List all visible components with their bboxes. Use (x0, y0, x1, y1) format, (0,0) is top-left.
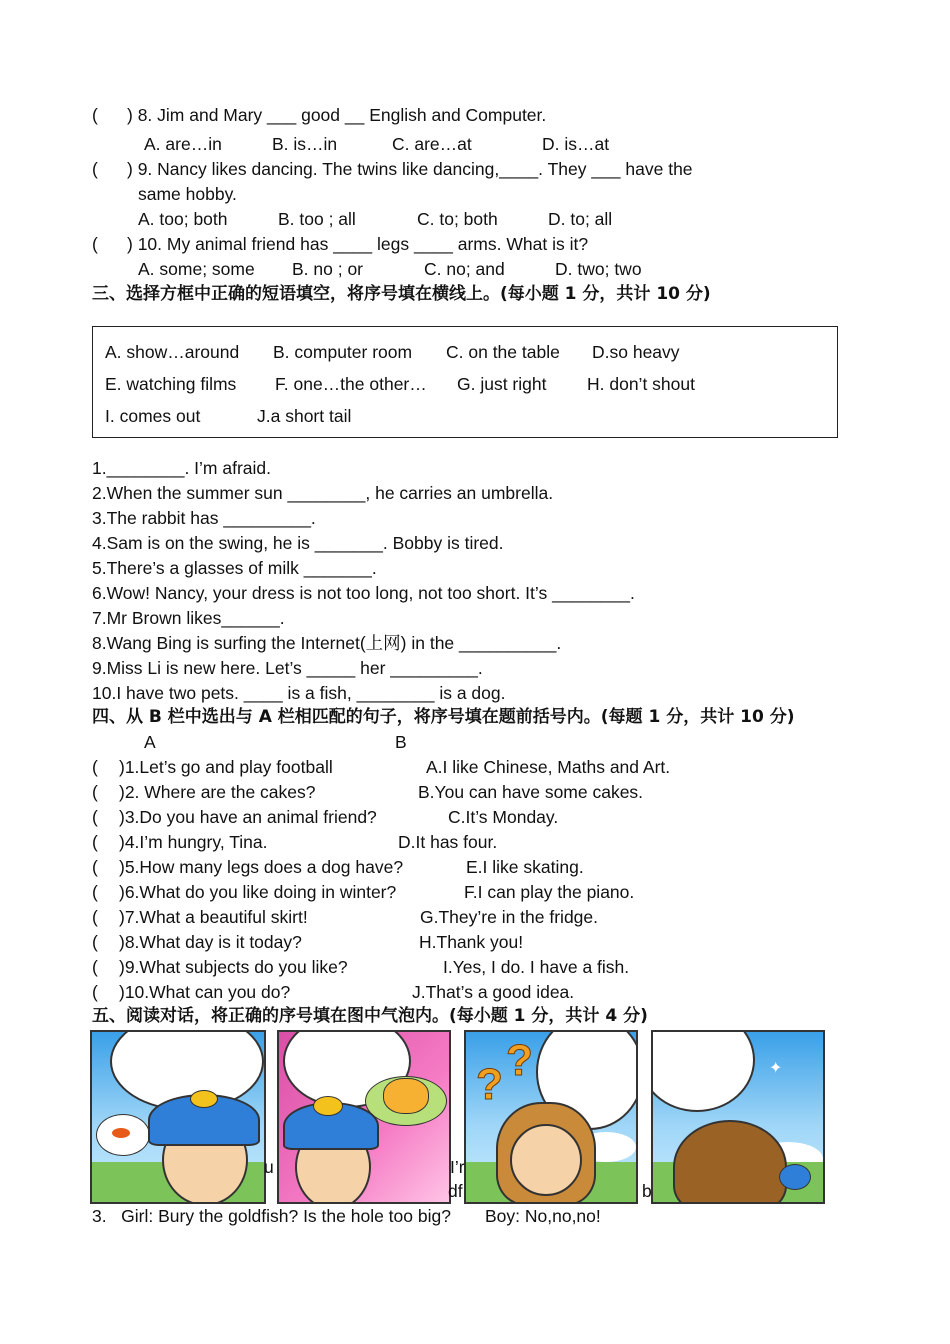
answer-paren[interactable]: ( (92, 757, 98, 777)
answer-paren[interactable]: ( (92, 907, 98, 927)
column-a-heading: A (144, 732, 156, 752)
question-mark-icon: ? (506, 1036, 533, 1085)
match-b-item: J.That’s a good idea. (412, 982, 575, 1002)
section-3-title: 三、选择方框中正确的短语填空，将序号填在横线上。(每小题 1 分，共计 10 分) (92, 284, 711, 304)
cap-button (190, 1090, 218, 1108)
phrase-a: A. show…around (105, 342, 240, 362)
q8-option-c: C. are…at (392, 134, 472, 154)
match-b-item: F.I can play the piano. (464, 882, 635, 902)
match-a-item: )3.Do you have an animal friend? (119, 807, 377, 827)
goldfish-icon (112, 1128, 130, 1138)
q9-option-b: B. too ; all (278, 209, 356, 229)
comic-panel-4 (651, 1030, 825, 1204)
q8-option-d: D. is…at (542, 134, 610, 154)
comic-panel-1 (90, 1030, 266, 1204)
q10-option-b: B. no ; or (292, 259, 364, 279)
phrase-i: I. comes out (105, 406, 201, 426)
phrase-c: C. on the table (446, 342, 560, 362)
match-b-item: I.Yes, I do. I have a fish. (443, 957, 630, 977)
comic-panel-2 (277, 1030, 451, 1204)
section-5-title: 五、阅读对话，将正确的序号填在图中气泡内。(每小题 1 分，共计 4 分) (92, 1006, 648, 1026)
q10-option-a: A. some; some (138, 259, 255, 279)
sparkle-icon: ✦ (232, 1054, 246, 1071)
clipped-text-1: u (264, 1157, 274, 1177)
girl-hair-back (673, 1120, 787, 1204)
answer-paren[interactable]: ( (92, 957, 98, 977)
answer-paren[interactable]: ( (92, 932, 98, 952)
fill-line-1: 1.________. I’m afraid. (92, 458, 272, 478)
answer-paren[interactable]: ( (92, 982, 98, 1002)
match-a-item: )10.What can you do? (119, 982, 291, 1002)
match-b-item: E.I like skating. (466, 857, 584, 877)
fill-line-5: 5.There’s a glasses of milk _______. (92, 558, 377, 578)
q10-option-c: C. no; and (424, 259, 505, 279)
match-b-item: A.I like Chinese, Maths and Art. (426, 757, 671, 777)
q9-option-d: D. to; all (548, 209, 613, 229)
match-a-item: )1.Let’s go and play football (119, 757, 333, 777)
sparkle-icon: ✦ (769, 1060, 783, 1077)
match-a-item: )8.What day is it today? (119, 932, 302, 952)
question-10: ( ) 10. My animal friend has ____ legs ____ arms. What is it? (92, 234, 589, 254)
phrase-h: H. don’t shout (587, 374, 695, 394)
fill-line-9: 9.Miss Li is new here. Let’s _____ her _________. (92, 658, 483, 678)
phrase-d: D.so heavy (592, 342, 680, 362)
match-b-item: H.Thank you! (419, 932, 524, 952)
fill-line-7: 7.Mr Brown likes______. (92, 608, 285, 628)
phrase-e: E. watching films (105, 374, 237, 394)
phrase-b: B. computer room (273, 342, 413, 362)
question-mark-icon: ? (476, 1060, 503, 1109)
column-b-heading: B (395, 732, 407, 752)
fill-line-6: 6.Wow! Nancy, your dress is not too long, not too short. It’s ________. (92, 583, 635, 603)
phrase-g: G. just right (457, 374, 547, 394)
fill-line-8: 8.Wang Bing is surfing the Internet(上网) in the __________. (92, 633, 562, 653)
q8-option-b: B. is…in (272, 134, 338, 154)
cap-button (313, 1096, 343, 1116)
fill-line-4: 4.Sam is on the swing, he is _______. Bobby is tired. (92, 533, 504, 553)
clipped-text-3: df (448, 1181, 463, 1201)
clipped-text-4: b (642, 1181, 652, 1201)
match-a-item: )9.What subjects do you like? (119, 957, 348, 977)
fill-line-3: 3.The rabbit has _________. (92, 508, 316, 528)
question-8: ( ) 8. Jim and Mary ___ good __ English and Computer. (92, 105, 547, 125)
phrase-box (92, 326, 838, 438)
phrase-f: F. one…the other… (275, 374, 427, 394)
answer-paren[interactable]: ( (92, 807, 98, 827)
q9-option-c: C. to; both (417, 209, 498, 229)
match-b-item: C.It’s Monday. (448, 807, 559, 827)
fill-line-10: 10.I have two pets. ____ is a fish, ________ is a dog. (92, 683, 506, 703)
match-b-item: B.You can have some cakes. (418, 782, 644, 802)
cat-icon (383, 1078, 429, 1114)
answer-paren[interactable]: ( (92, 857, 98, 877)
q10-option-d: D. two; two (555, 259, 642, 279)
fill-line-2: 2.When the summer sun ________, he carries an umbrella. (92, 483, 554, 503)
small-boy (779, 1164, 811, 1190)
q9-option-a: A. too; both (138, 209, 228, 229)
speech-bubble-4[interactable] (651, 1030, 755, 1112)
comic-panel-3 (464, 1030, 638, 1204)
answer-paren[interactable]: ( (92, 832, 98, 852)
phrase-j: J.a short tail (257, 406, 352, 426)
clipped-text-2: I’r (450, 1157, 465, 1177)
dialogue-line-3: 3. Girl: Bury the goldfish? Is the hole too big? Boy: No,no,no! (92, 1206, 601, 1226)
match-b-item: G.They’re in the fridge. (420, 907, 598, 927)
match-a-item: )5.How many legs does a dog have? (119, 857, 404, 877)
match-a-item: )4.I’m hungry, Tina. (119, 832, 268, 852)
answer-paren[interactable]: ( (92, 782, 98, 802)
girl-head (510, 1124, 582, 1196)
section-4-title: 四、从 B 栏中选出与 A 栏相匹配的句子，将序号填在题前括号内。(每题 1 分，共计 10 分) (92, 707, 795, 727)
question-9-cont: same hobby. (138, 184, 237, 204)
match-b-item: D.It has four. (398, 832, 498, 852)
q8-option-a: A. are…in (144, 134, 222, 154)
match-a-item: )6.What do you like doing in winter? (119, 882, 397, 902)
question-9: ( ) 9. Nancy likes dancing. The twins like dancing,____. They ___ have the (92, 159, 693, 179)
answer-paren[interactable]: ( (92, 882, 98, 902)
match-a-item: )2. Where are the cakes? (119, 782, 316, 802)
match-a-item: )7.What a beautiful skirt! (119, 907, 308, 927)
